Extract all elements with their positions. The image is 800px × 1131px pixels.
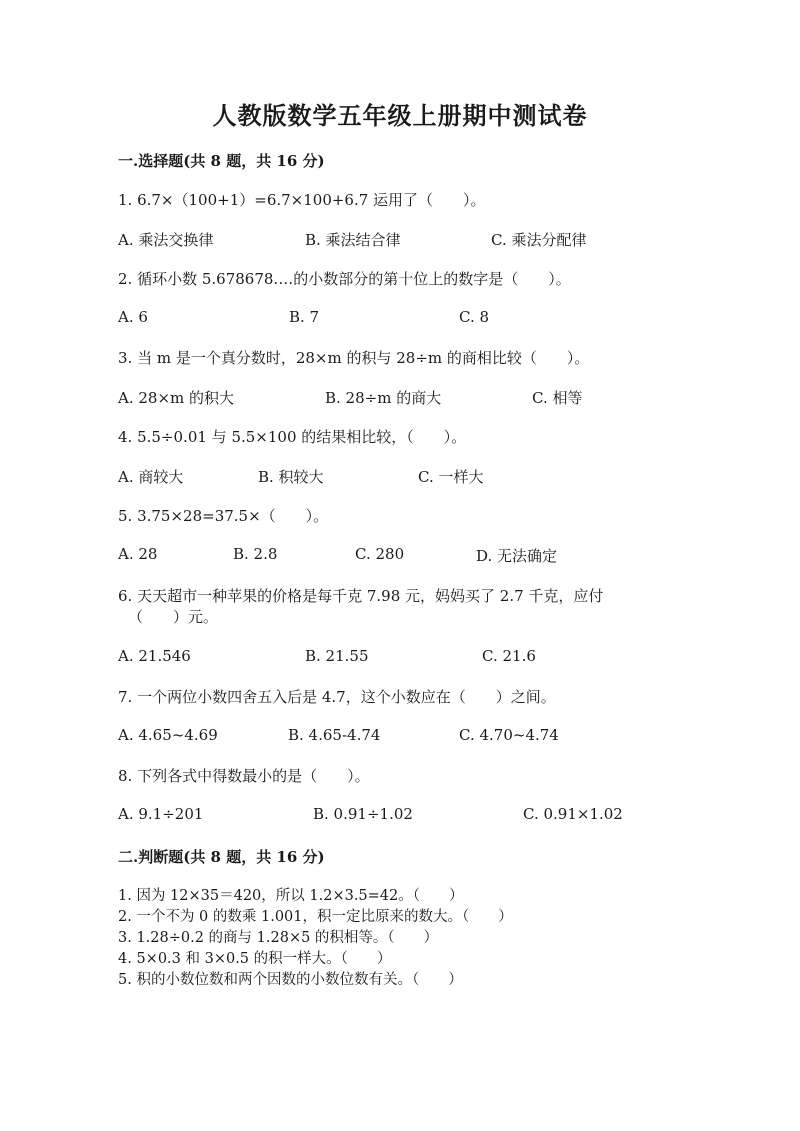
question-8: 8. 下列各式中得数最小的是（ ）。 xyxy=(118,767,370,785)
tf-item-3: 3. 1.28÷0.2 的商与 1.28×5 的积相等。（ ） xyxy=(118,930,439,946)
question-4: 4. 5.5÷0.01 与 5.5×100 的结果相比较，（ ）。 xyxy=(118,428,467,446)
tf-item-5: 5. 积的小数位数和两个因数的小数位数有关。（ ） xyxy=(118,972,463,988)
q8-option-b: B. 0.91÷1.02 xyxy=(313,805,413,823)
tf-item-2: 2. 一个不为 0 的数乘 1.001，积一定比原来的数大。（ ） xyxy=(118,909,513,925)
q1-option-a: A. 乘法交换律 xyxy=(118,231,214,249)
q5-option-b: B. 2.8 xyxy=(233,545,278,563)
q3-option-a: A. 28×m 的积大 xyxy=(118,389,235,407)
q3-option-c: C. 相等 xyxy=(532,389,583,407)
q5-option-a: A. 28 xyxy=(118,545,158,563)
section-heading-choice: 一.选择题(共 8 题，共 16 分) xyxy=(118,152,325,170)
q7-option-b: B. 4.65-4.74 xyxy=(288,726,381,744)
question-6: 6. 天天超市一种苹果的价格是每千克 7.98 元，妈妈买了 2.7 千克，应付 xyxy=(118,587,604,605)
q2-option-c: C. 8 xyxy=(459,308,490,326)
q1-option-c: C. 乘法分配律 xyxy=(491,231,587,249)
q6-option-a: A. 21.546 xyxy=(118,647,191,665)
q6-option-c: C. 21.6 xyxy=(482,647,536,665)
question-6-continued: （ ）元。 xyxy=(128,608,219,626)
q2-option-b: B. 7 xyxy=(289,308,320,326)
q4-option-c: C. 一样大 xyxy=(418,468,484,486)
q4-option-a: A. 商较大 xyxy=(118,468,184,486)
tf-item-4: 4. 5×0.3 和 3×0.5 的积一样大。（ ） xyxy=(118,951,392,967)
q8-option-a: A. 9.1÷201 xyxy=(118,805,204,823)
q2-option-a: A. 6 xyxy=(118,308,148,326)
question-3: 3. 当 m 是一个真分数时，28×m 的积与 28÷m 的商相比较（ ）。 xyxy=(118,349,590,367)
question-1: 1. 6.7×（100+1）=6.7×100+6.7 运用了（ ）。 xyxy=(118,191,486,209)
question-7: 7. 一个两位小数四舍五入后是 4.7，这个小数应在（ ）之间。 xyxy=(118,688,556,706)
q1-option-b: B. 乘法结合律 xyxy=(305,231,401,249)
q5-option-d: D. 无法确定 xyxy=(476,547,558,565)
question-2: 2. 循环小数 5.678678.…的小数部分的第十位上的数字是（ ）。 xyxy=(118,270,571,288)
q7-option-c: C. 4.70~4.74 xyxy=(459,726,559,744)
question-5: 5. 3.75×28=37.5×（ ）。 xyxy=(118,507,329,525)
q5-option-c: C. 280 xyxy=(355,545,405,563)
q7-option-a: A. 4.65~4.69 xyxy=(118,726,218,744)
page-title: 人教版数学五年级上册期中测试卷 xyxy=(212,101,588,130)
q6-option-b: B. 21.55 xyxy=(305,647,369,665)
section-heading-true-false: 二.判断题(共 8 题，共 16 分) xyxy=(118,848,325,866)
q8-option-c: C. 0.91×1.02 xyxy=(523,805,623,823)
q4-option-b: B. 积较大 xyxy=(258,468,324,486)
tf-item-1: 1. 因为 12×35＝420，所以 1.2×3.5=42。（ ） xyxy=(118,888,464,904)
q3-option-b: B. 28÷m 的商大 xyxy=(325,389,442,407)
